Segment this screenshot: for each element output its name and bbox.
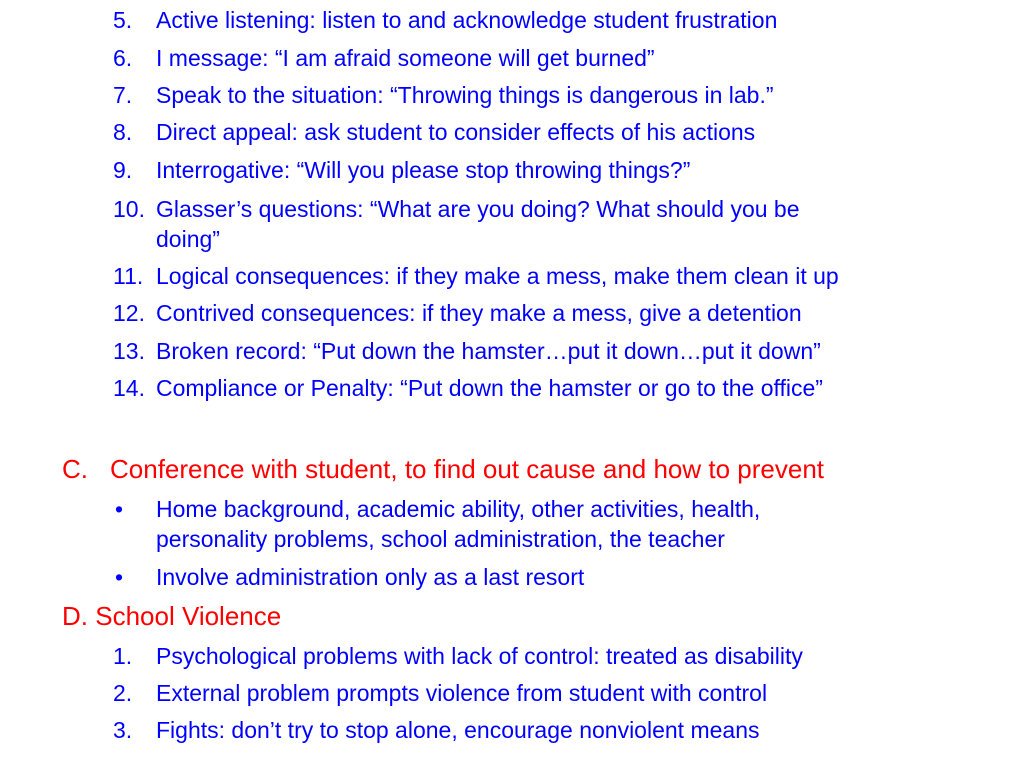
item-text: I message: “I am afraid someone will get burned” (156, 45, 655, 71)
item-text: Logical consequences: if they make a mess, make them clean it up (156, 263, 839, 289)
item-number: 10. (113, 196, 145, 222)
item-number: 11. (113, 263, 144, 289)
item-text: Compliance or Penalty: “Put down the hamster or go to the office” (156, 375, 823, 401)
bullet-text: Involve administration only as a last resort (156, 564, 585, 590)
bullet-text-line-1: Home background, academic ability, other activities, health, (156, 496, 761, 522)
item-text: Speak to the situation: “Throwing things is dangerous in lab.” (156, 82, 774, 108)
item-text: Contrived consequences: if they make a mess, give a detention (156, 300, 802, 326)
item-number: 5. (113, 7, 133, 33)
item-text-line-1: Glasser’s questions: “What are you doing? What should you be (156, 196, 800, 222)
item-text: Direct appeal: ask student to consider effects of his actions (156, 119, 756, 145)
item-number: 6. (113, 45, 133, 71)
item-number: 12. (113, 300, 145, 326)
bullet-dot: • (115, 564, 124, 590)
item-number: 8. (113, 119, 133, 145)
item-number: 1. (113, 643, 133, 669)
item-text: External problem prompts violence from student with control (156, 680, 768, 706)
item-number: 2. (113, 680, 133, 706)
item-number: 7. (113, 82, 133, 108)
section-heading-text: D. School Violence (62, 601, 282, 631)
item-text-line-2: doing” (156, 226, 220, 252)
item-number: 13. (113, 338, 145, 364)
bullet-dot: • (115, 496, 124, 522)
item-text: Fights: don’t try to stop alone, encourage nonviolent means (156, 717, 760, 743)
item-number: 14. (113, 375, 145, 401)
item-number: 3. (113, 717, 133, 743)
bullet-text-line-2: personality problems, school administration, the teacher (156, 526, 725, 552)
item-text: Active listening: listen to and acknowledge student frustration (156, 7, 778, 33)
section-heading-text: Conference with student, to find out cause and how to prevent (110, 454, 825, 484)
section-marker: C. (62, 454, 88, 484)
item-number: 9. (113, 157, 133, 183)
item-text: Broken record: “Put down the hamster…put it down…put it down” (156, 338, 821, 364)
item-text: Psychological problems with lack of control: treated as disability (156, 643, 803, 669)
item-text: Interrogative: “Will you please stop throwing things?” (156, 157, 691, 183)
